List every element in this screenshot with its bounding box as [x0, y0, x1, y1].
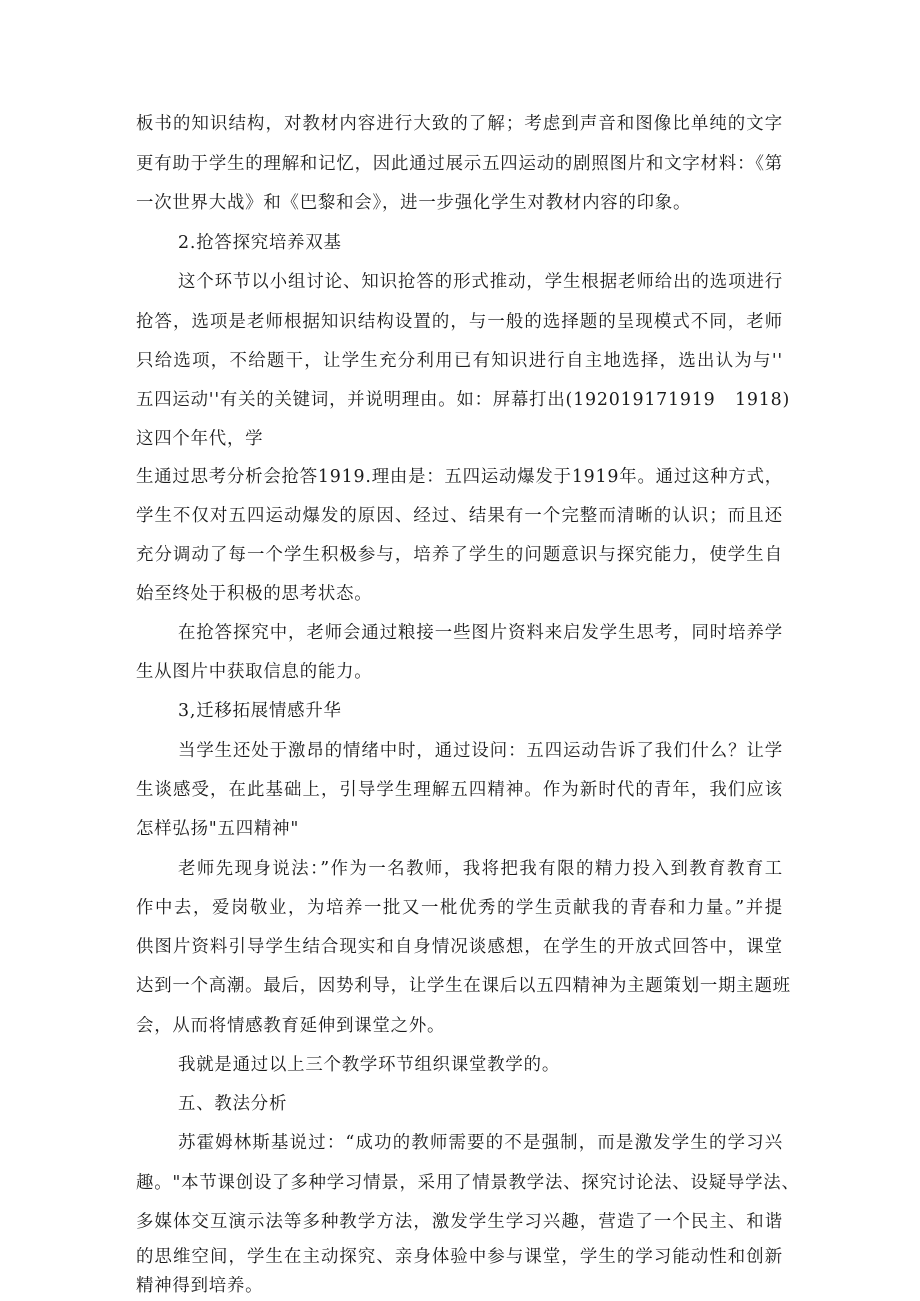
text-line-30: 的思维空间，学生在主动探究、亲身体验中参与课堂，学生的学习能动性和创新	[136, 1247, 783, 1267]
text-line-11: 学生不仅对五四运动爆发的原因、经过、结果有一个完整而清晰的认识；而且还	[136, 506, 783, 526]
text-line-14: 在抢答探究中，老师会通过粮接一些图片资料来启发学生思考，同时培养学	[178, 623, 783, 643]
text-line-24: 会，从而将情感教育延伸到课堂之外。	[136, 1016, 446, 1036]
text-line-19: 怎样弘扬"五四精神"	[136, 819, 300, 839]
text-line-21: 作中去，爱岗敬业，为培养一批又一枇优秀的学生贡献我的青春和力量。”并提	[136, 898, 783, 918]
text-line-1: 板书的知识结构，对教材内容进行大致的了解；考虑到声音和图像比单纯的文字	[136, 114, 783, 134]
text-line-9: 这四个年代，学	[136, 429, 264, 449]
text-line-20: 老师先现身说法：”作为一名教师，我将把我有限的精力投入到教育教育工	[178, 859, 783, 879]
text-line-5: 这个环节以小组讨论、知识抢答的形式推动，学生根据老师给出的选项进行	[178, 272, 783, 292]
text-line-6: 抢答，选项是老师根据知识结构设置的，与一般的选择题的呈现模式不同，老师	[136, 312, 783, 332]
text-line-3: 一次世界大战》和《巴黎和会》，进一步强化学生对教材内容的印象。	[136, 193, 692, 213]
text-line-31: 精神得到培养。	[136, 1276, 264, 1296]
section-heading-5: 五、教法分析	[178, 1094, 288, 1114]
text-line-28: 趣。"本节课创设了多种学习情景，采用了情景教学法、探究讨论法、设疑导学法、	[136, 1173, 800, 1193]
text-line-10: 生通过思考分析会抢答1919.理由是：五四运动爆发于1919年。通过这种方式，	[136, 467, 783, 487]
text-line-13: 始至终处于积极的思考状态。	[136, 584, 373, 604]
text-line-7: 只给选项，不给题干，让学生充分利用已有知识进行自主地选择，选出认为与''	[136, 351, 783, 371]
section-heading-2: 2.抢答探究培养双基	[178, 233, 342, 253]
text-line-23: 达到一个高潮。最后，因势利导，让学生在课后以五四精神为主题策划一期主题班	[136, 976, 791, 996]
text-line-8: 五四运动''有关的关键词，并说明理由。如：屏幕打出(192019171919	[136, 390, 716, 410]
text-line-22: 供图片资料引导学生结合现实和自身情况谈感想，在学生的开放式回答中，课堂	[136, 937, 783, 957]
text-line-27: 苏霍姆林斯基说过：“成功的教师需要的不是强制，而是激发学生的学习兴	[178, 1133, 783, 1153]
text-line-15: 生从图片中获取信息的能力。	[136, 662, 373, 682]
section-heading-3: 3,迁移拓展情感升华	[178, 701, 342, 721]
text-line-25: 我就是通过以上三个教学环节组织课堂教学的。	[178, 1055, 561, 1075]
text-line-18: 生谈感受，在此基础上，引导学生理解五四精神。作为新时代的青年，我们应该	[136, 780, 783, 800]
text-line-29: 多媒体交互演示法等多种教学方法，激发学生学习兴趣，营造了一个民主、和谐	[136, 1212, 783, 1232]
text-line-2: 更有助于学生的理解和记忆，因此通过展示五四运动的剧照图片和文字材料：《第	[136, 154, 783, 174]
text-line-8-tail: 1918)	[735, 390, 791, 410]
text-line-12: 充分调动了每一个学生积极参与，培养了学生的问题意识与探究能力，使学生自	[136, 545, 783, 565]
text-line-17: 当学生还处于激昂的情绪中时，通过设问：五四运动告诉了我们什么？让学	[178, 741, 783, 761]
